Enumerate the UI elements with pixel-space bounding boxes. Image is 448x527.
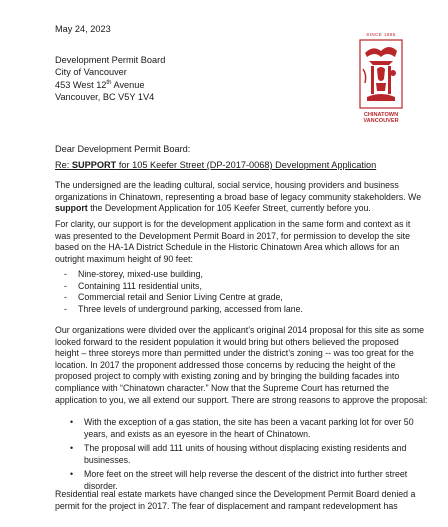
address-street: 453 West 12	[55, 79, 107, 90]
list-item	[64, 281, 303, 293]
address-line: Vancouver, BC V5Y 1V4	[55, 92, 155, 103]
paragraph-line	[55, 203, 405, 215]
paragraph-line: application to you, we all extend our support. There are strong reasons to approve the proposal:	[55, 394, 428, 405]
paragraph-line: The undersigned are the leading cultural, social service, housing providers and business	[55, 180, 399, 190]
salutation: Dear Development Permit Board:	[55, 144, 191, 154]
chinatown-emblem-icon	[359, 39, 403, 109]
bullet-line: disorder.	[84, 480, 118, 491]
paragraph-clarity	[55, 219, 411, 265]
address-line	[55, 79, 165, 91]
list-item	[64, 292, 303, 304]
bullet-marker: •	[70, 443, 74, 454]
address-street-type: Avenue	[111, 79, 145, 90]
paragraph-line: permit for the project in 2017. The fear of displacement and rampant redevelopment has	[55, 500, 398, 511]
bullet-line: With the exception of a gas station, the site has been a vacant parking lot for over 50	[84, 417, 414, 427]
ordinal-suffix: th	[106, 79, 112, 86]
subject-rest: for 105 Keefer Street (DP-2017-0068) Development Application	[116, 160, 377, 170]
paragraph-line: height – three storeys more than permitted under the district’s zoning -- was too great for the	[55, 348, 414, 359]
paragraph-line: organizations in Chinatown, representing a broad base of legacy community stakeholders. We	[55, 191, 422, 202]
line-segment: the Development Application for 105 Keefer Street, currently before you.	[87, 203, 371, 214]
recipient-address	[55, 54, 165, 104]
logo-name-line: CHINATOWN	[363, 112, 399, 118]
bullet-line: years, and exists as an eyesore in the heart of Chinatown.	[84, 428, 311, 439]
chinatown-vancouver-logo	[353, 32, 409, 134]
subject-prefix: Re:	[55, 160, 72, 170]
list-item	[64, 269, 303, 281]
list-item-text: Nine-storey, mixed-use building,	[78, 269, 204, 279]
logo-since-text: SINCE 1885	[366, 32, 396, 37]
address-line: City of Vancouver	[55, 67, 127, 78]
paragraph-line: Our organizations were divided over the applicant’s original 2014 proposal for this site as some	[55, 325, 425, 335]
paragraph-markets	[55, 489, 416, 512]
paragraph-line: outright maximum height of 90 feet:	[55, 253, 193, 264]
paragraph-line: was presented to the Development Permit Board in 2017, for permission to develop the site	[55, 230, 411, 241]
support-emphasis: support	[55, 203, 88, 214]
dash-marker: -	[64, 292, 67, 303]
paragraph-intro	[55, 180, 422, 215]
bullet-marker: •	[70, 469, 74, 480]
project-features-list	[64, 269, 303, 315]
bullet-line: The proposal will add 111 units of housing without displacing existing residents and	[84, 443, 407, 454]
bullet-item	[70, 417, 414, 440]
dash-marker: -	[64, 269, 67, 279]
dash-marker: -	[64, 303, 67, 314]
list-item	[64, 304, 303, 316]
paragraph-line: based on the HA-1A District Schedule in the Historic Chinatown Area which allows for an	[55, 242, 400, 253]
dash-marker: -	[64, 280, 67, 291]
paragraph-line: proposed project to comply with existing zoning and by bringing the building facades into	[55, 371, 400, 382]
logo-name	[353, 112, 409, 125]
letter-date: May 24, 2023	[55, 24, 111, 34]
paragraph-line: compliance with “Chinatown character.” Now that the Supreme Court has returned the	[55, 382, 389, 393]
paragraph-line: Residential real estate markets have changed since the Development Permit Board denied a	[55, 489, 416, 499]
bullet-line: businesses.	[84, 454, 131, 465]
list-item-text: Containing 111 residential units,	[78, 280, 202, 291]
reasons-bullet-list	[70, 417, 414, 496]
address-line: Development Permit Board	[55, 55, 166, 65]
bullet-line: More feet on the street will help reverse the descent of the district into further street	[84, 469, 408, 480]
bullet-item	[70, 443, 414, 466]
paragraph-history	[55, 325, 428, 406]
logo-name-line: VANCOUVER	[363, 118, 399, 125]
paragraph-line: location. In 2017 the proponent addressed those concerns by reducing the height of the	[55, 359, 396, 370]
paragraph-line: looked forward to the resident population it would bring but others believed the proposed	[55, 336, 399, 347]
paragraph-line: For clarity, our support is for the development application in the same form and context as it	[55, 219, 411, 229]
subject-line	[55, 160, 376, 170]
list-item-text: Three levels of underground parking, accessed from lane.	[78, 303, 303, 314]
subject-bold: SUPPORT	[71, 160, 117, 170]
bullet-marker: •	[70, 417, 74, 427]
list-item-text: Commercial retail and Senior Living Centre at grade,	[78, 292, 283, 303]
